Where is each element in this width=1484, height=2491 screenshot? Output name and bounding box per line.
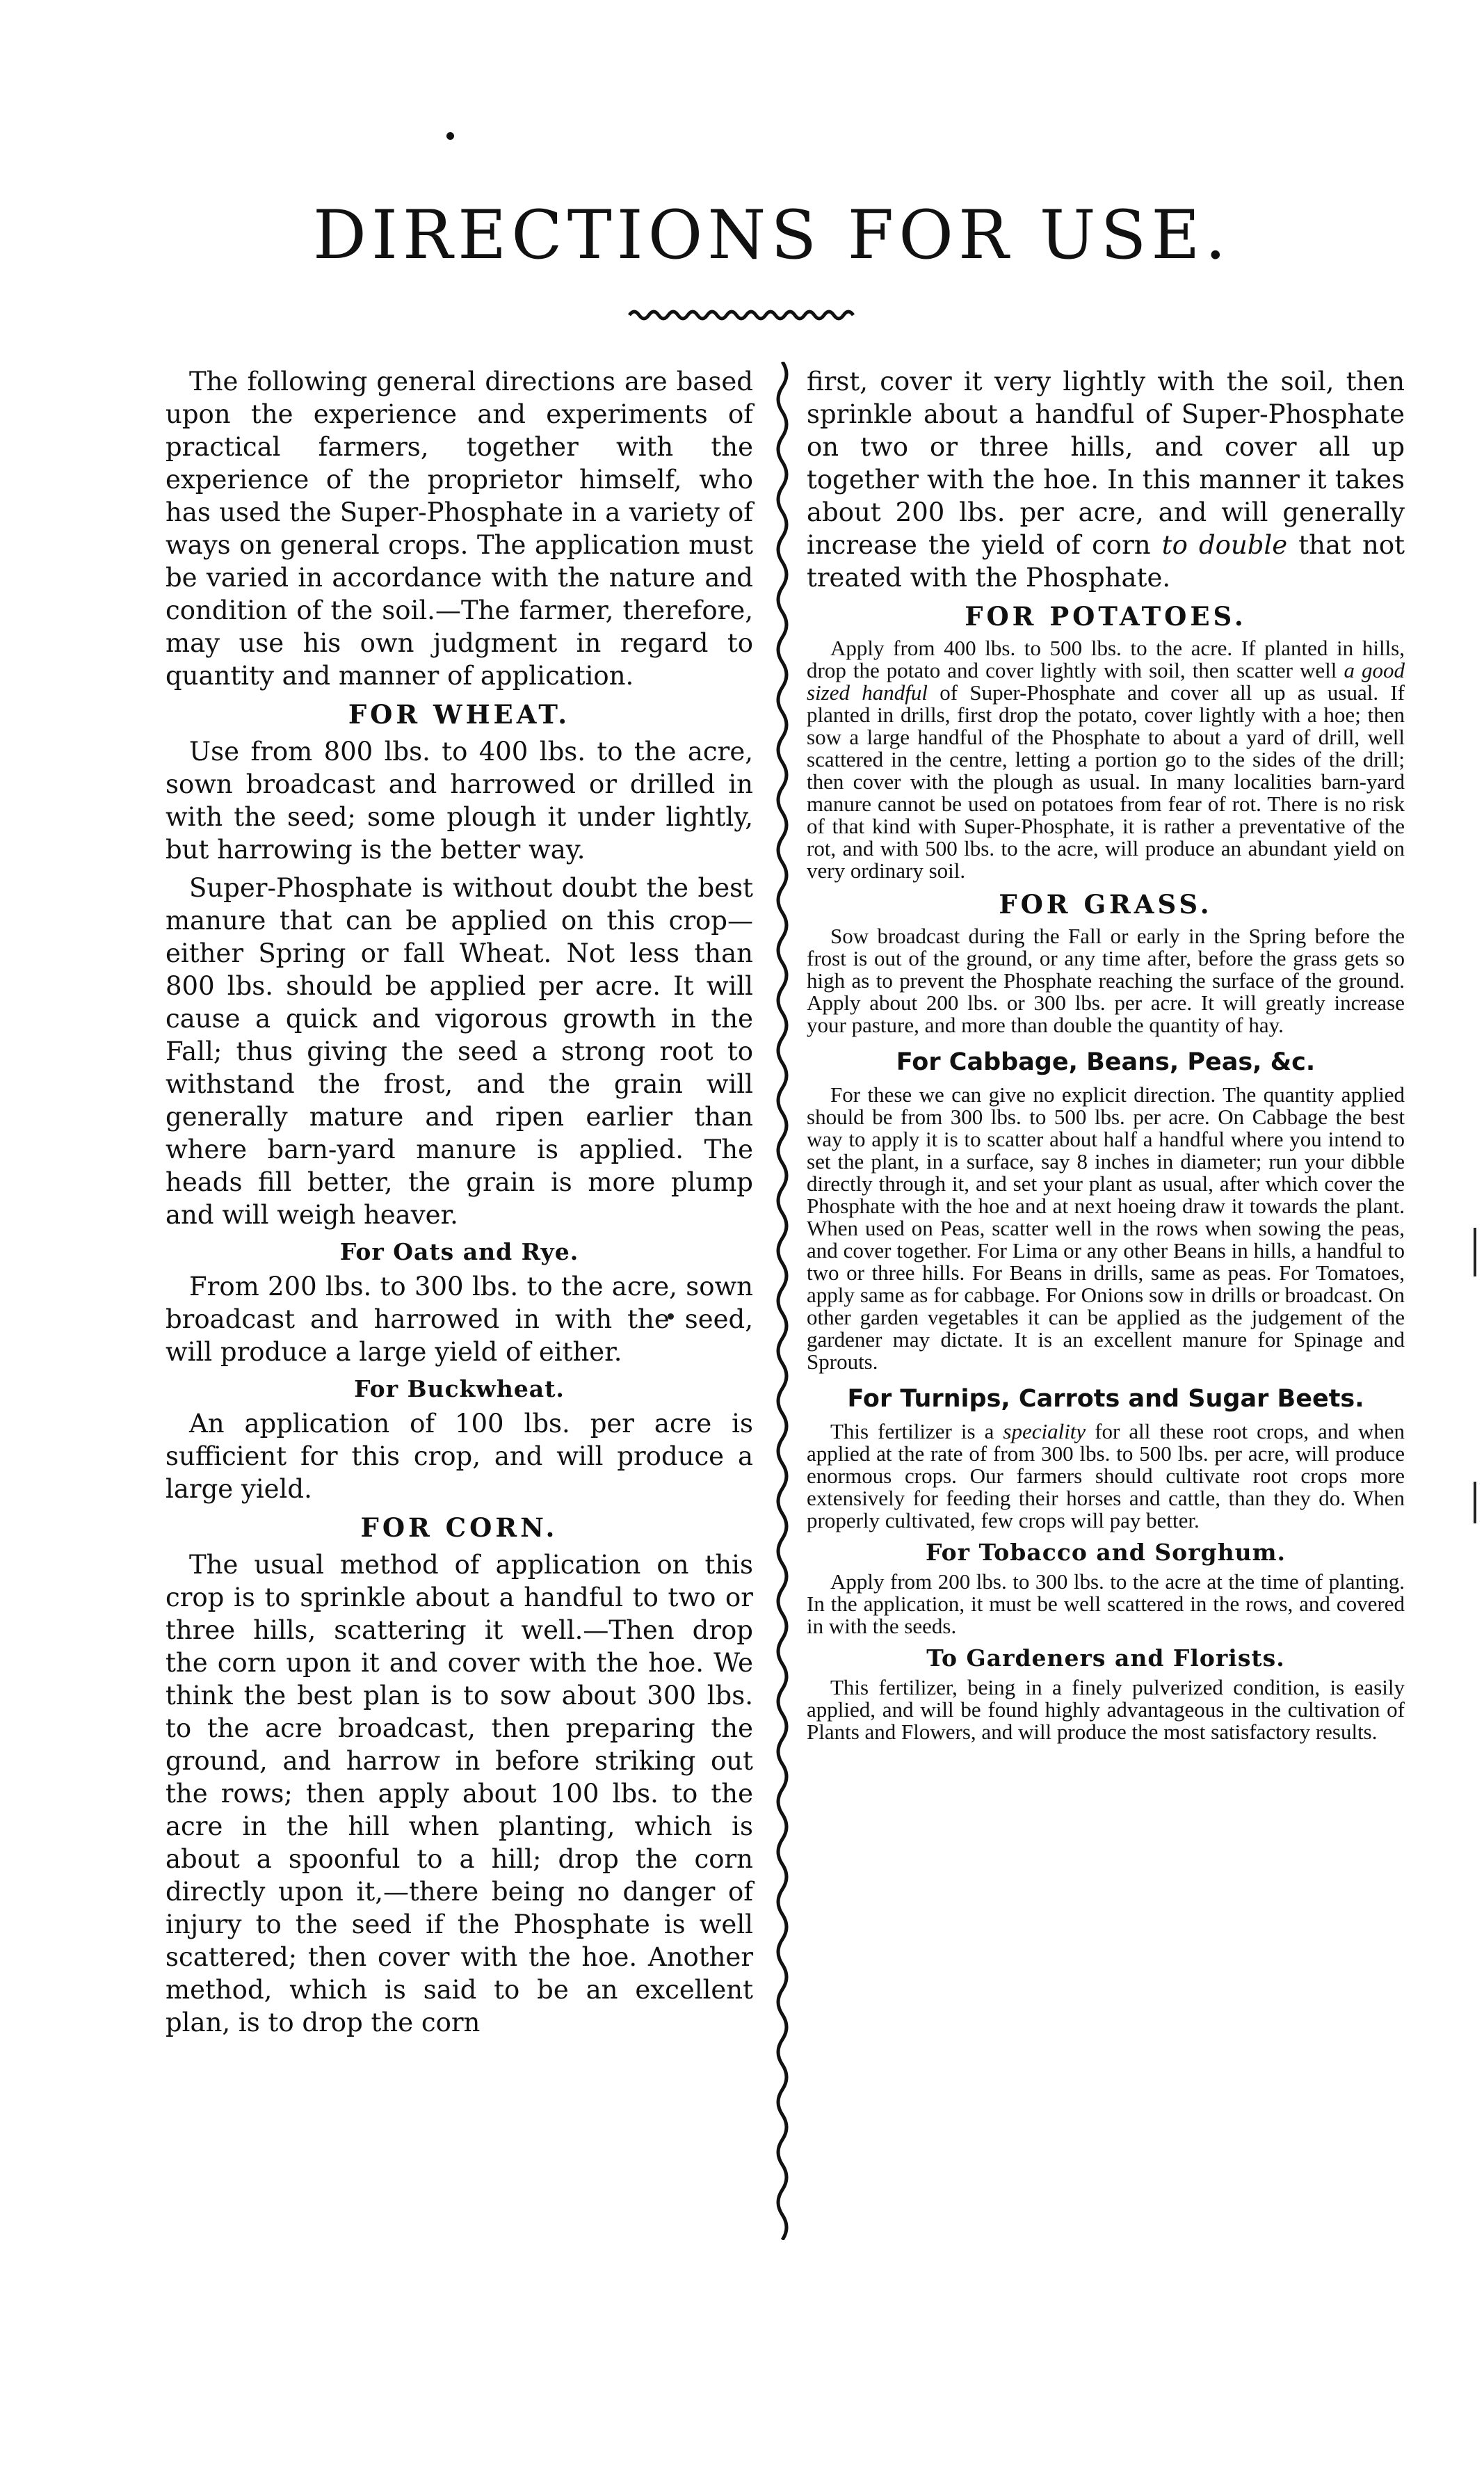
tobacco-heading: For Tobacco and Sorghum. — [925, 1539, 1287, 1566]
left-column — [166, 365, 753, 2039]
wheat-paragraph: Use from 800 lbs. to 400 lbs. to the acre, sown broadcast and harrowed or drilled in with the seed; some plough it under lightly, but harrowing is the better way. — [166, 737, 753, 865]
grass-paragraph: Sow broadcast during the Fall or early in the Spring before the frost is out of the ground, or any time after, before the grass gets so high as to prevent the Phosphate reaching the surface of the ground. Apply about 200 lbs. or 300 lbs. per acre. It will greatly increase your pasture, and more than double the quantity of hay. — [807, 924, 1405, 1037]
buckwheat-heading: For Buckwheat. — [354, 1375, 565, 1402]
turnips-paragraph: This fertilizer is a speciality for all these root crops, and when applied at the rate of from 300 lbs. to 500 lbs. per acre, will produce enormous crops. Our farmers should cultivate root crops more extensively for feeding their horses and cattle, than they do. When properly cultivated, few crops will pay better. — [807, 1419, 1405, 1532]
right-column — [807, 365, 1405, 1743]
potatoes-paragraph: Apply from 400 lbs. to 500 lbs. to the acre. If planted in hills, drop the potato and cover lightly with soil, then scatter well a good sized handful of Super-Phosphate and cover all up as usual. If planted in drills, first drop the potato, cover lightly with a hoe; then sow a large handful of the Phosphate to about a yard of drill, well scattered in the centre, letting a portion go to the sides of the drill; then cover with the plough as usual. In many localities barn-yard manure cannot be used on potatoes from fear of rot. There is no risk of that kind with Super-Phosphate, it is rather a preventative of the rot, and with 500 lbs. to the acre, will produce an abundant yield on very ordinary soil. — [807, 636, 1405, 883]
wheat-heading: FOR WHEAT. — [348, 699, 571, 730]
corn-heading: FOR CORN. — [360, 1512, 558, 1543]
turnips-heading: For Turnips, Carrots and Sugar Beets. — [847, 1385, 1364, 1413]
gardeners-paragraph: This fertilizer, being in a finely pulverized condition, is easily applied, and will be found highly advantageous in the cultivation of Plants and Flowers, and will produce the most satisfactory results. — [807, 1675, 1405, 1744]
ink-dot — [446, 132, 454, 140]
potatoes-heading: FOR POTATOES. — [965, 601, 1247, 632]
oats-paragraph: From 200 lbs. to 300 lbs. to the acre, sown broadcast and harrowed in with the seed, will produce a large yield of either. — [166, 1272, 753, 1367]
title-flourish — [626, 305, 862, 326]
tobacco-paragraph: Apply from 200 lbs. to 300 lbs. to the acre at the time of planting. In the application, it must be well scattered in the rows, and covered in with the seeds. — [807, 1569, 1405, 1638]
corn-paragraph: The usual method of application on this crop is to sprinkle about a handful to two or three hills, scattering it well.—Then drop the corn upon it and cover with the hoe. We think the best plan is to sow about 300 lbs. to the acre broadcast, then preparing the ground, and harrow in before striking out the rows; then apply about 100 lbs. to the acre in the hill when planting, which is about a spoonful to a hill; drop the corn directly upon it,—there being no danger of injury to the seed if the Phosphate is well scattered; then cover with the hoe. Another method, which is said to be an excellent plan, is to drop the corn — [166, 1550, 753, 2037]
wheat-paragraph: Super-Phosphate is without doubt the best manure that can be applied on this crop—either Spring or fall Wheat. Not less than 800 lbs. should be applied per acre. It will cause a quick and vigorous growth in the Fall; thus giving the seed a strong root to withstand the frost, and the grain will generally mature and ripen earlier than where barn-yard manure is applied. The heads fill better, the grain is more plump and will weigh heaver. — [166, 873, 753, 1230]
cabbage-paragraph: For these we can give no explicit direction. The quantity applied should be from 300 lbs. to 500 lbs. per acre. On Cabbage the best way to apply it is to scatter about half a handful where you intend to set the plant, in a surface, say 8 inches in diameter; run your dibble directly through it, and set your plant as usual, after which cover the Phosphate with the hoe and at next hoeing draw it towards the plant. When used on Peas, scatter well in the rows when sowing the peas, and cover together. For Lima or any other Beans in hills, a handful to two or three hills. For Beans in drills, same as peas. For Tomatoes, apply same as for cabbage. For Onions sow in drills or broadcast. On other garden vegetables it can be applied as the judgement of the gardener may dictate. It is an excellent manure for Spinage and Sprouts. — [807, 1082, 1405, 1374]
edge-mark — [1474, 1228, 1476, 1276]
oats-heading: For Oats and Rye. — [339, 1238, 579, 1265]
page-title: DIRECTIONS FOR USE. — [312, 196, 1231, 274]
intro-paragraph: The following general directions are based upon the experience and experiments of practical farmers, together with the experience of the proprietor himself, who has used the Super-Phosphate in a variety of ways on general crops. The application must be varied in accordance with the nature and condition of the soil.—The farmer, therefore, may use his own judgment in regard to quantity and manner of application. — [166, 367, 753, 691]
grass-heading: FOR GRASS. — [999, 889, 1213, 920]
edge-mark — [1474, 1482, 1476, 1523]
gardeners-heading: To Gardeners and Florists. — [926, 1644, 1285, 1672]
column-divider — [768, 362, 796, 2240]
buckwheat-paragraph: An application of 100 lbs. per acre is sufficient for this crop, and will produce a large yield. — [166, 1409, 753, 1504]
cabbage-heading: For Cabbage, Beans, Peas, &c. — [896, 1048, 1316, 1076]
corn-continued-paragraph: first, cover it very lightly with the soil, then sprinkle about a handful of Super-Phosphate on two or three hills, and cover all up together with the hoe. In this manner it takes about 200 lbs. per acre, and will generally increase the yield of corn to double that not treated with the Phosphate. — [807, 367, 1405, 593]
